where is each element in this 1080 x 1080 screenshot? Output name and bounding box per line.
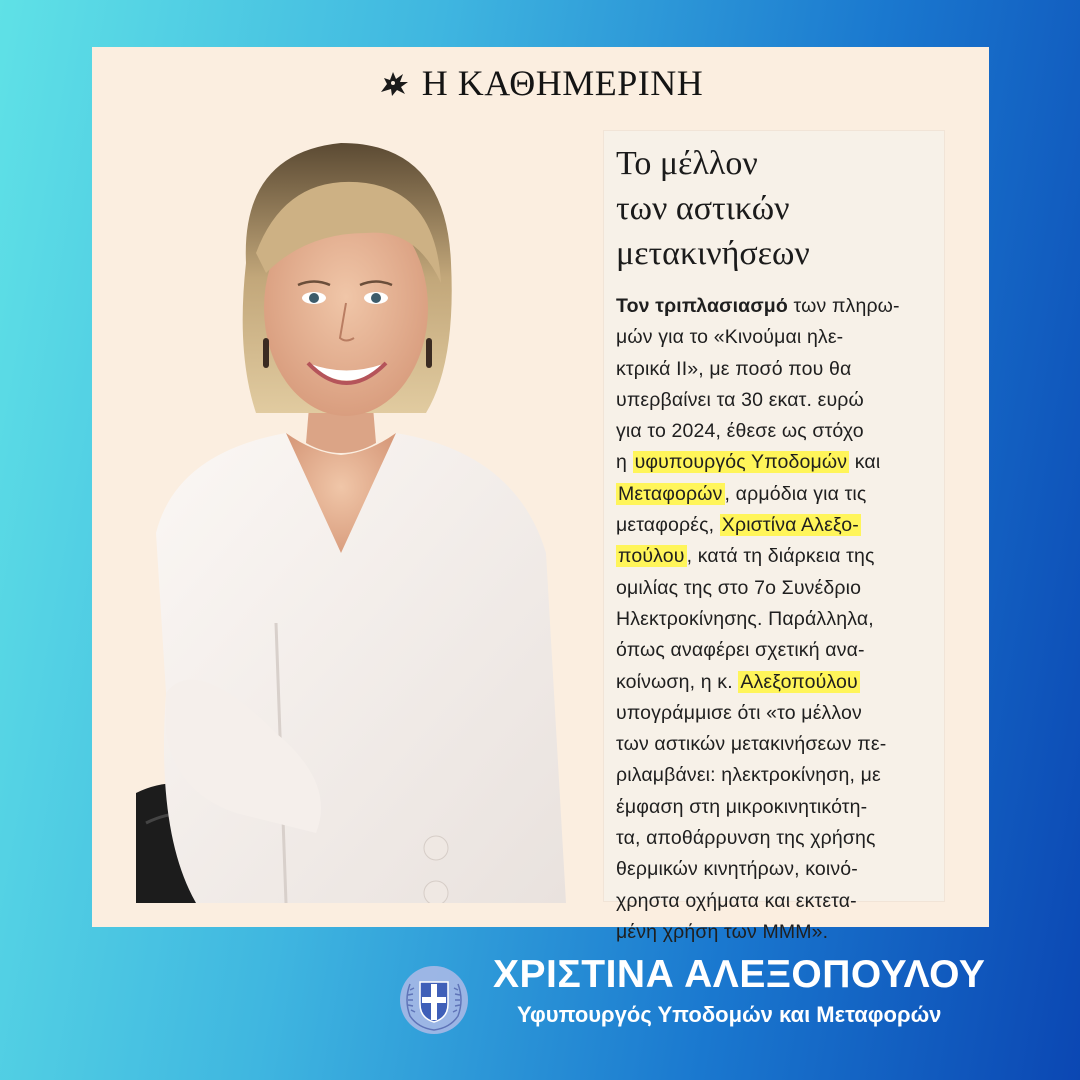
- article-headline: [616, 141, 944, 276]
- article-line: [616, 479, 946, 510]
- article-text: έμφαση στη μικροκινητικότη-: [616, 795, 868, 818]
- footer-name: ΧΡΙΣΤΙΝΑ ΑΛΕΞΟΠΟΥΛΟΥ: [493, 953, 986, 996]
- article-line: [616, 416, 946, 447]
- article-line: [616, 354, 946, 385]
- article-text: χρηστα οχήματα και εκτετα-: [616, 889, 857, 912]
- article-text: και: [849, 451, 881, 474]
- article-line: [616, 604, 946, 635]
- article-text: κοίνωση, η κ.: [616, 670, 739, 693]
- article-line: [616, 541, 946, 572]
- article-line: [616, 854, 946, 885]
- article-text: όπως αναφέρει σχετική ανα-: [616, 639, 865, 662]
- headline-line: των αστικών: [616, 190, 790, 227]
- masthead: [92, 63, 989, 103]
- article-text: των αστικών μετακινήσεων πε-: [616, 733, 887, 756]
- article-text: , κατά τη διάρκεια της: [686, 545, 875, 568]
- article-text: η: [616, 451, 633, 474]
- article-text: ριλαμβάνει: ηλεκτροκίνηση, με: [616, 764, 881, 787]
- headline-line: μετακινήσεων: [616, 235, 810, 272]
- bold-lead-text: Τον τριπλασιασμό: [616, 295, 788, 317]
- article-line: [616, 291, 946, 322]
- article-text: ομιλίας της στο 7ο Συνέδριο: [616, 576, 862, 599]
- article-line: [616, 447, 946, 478]
- article-line: [616, 635, 946, 666]
- newspaper-clipping: [92, 47, 989, 943]
- article-line: [616, 886, 946, 917]
- highlighted-text: υφυπουργός Υποδομών: [634, 451, 848, 474]
- article-text: για το 2024, έθεσε ως στόχο: [616, 420, 864, 443]
- article-line: [616, 823, 946, 854]
- article-line: [616, 573, 946, 604]
- portrait-photo: [136, 133, 571, 903]
- article-text: Ηλεκτροκίνησης. Παράλληλα,: [616, 607, 874, 630]
- article-body: [616, 291, 946, 948]
- griffin-icon: [378, 68, 412, 98]
- article-text: θερμικών κινητήρων, κοινό-: [616, 858, 858, 881]
- highlighted-text: πούλου: [618, 545, 685, 568]
- article-text: κτρικά ΙΙ», με ποσό που θα: [616, 357, 852, 380]
- article-text: μών για το «Κινούμαι ηλε-: [616, 326, 844, 349]
- article-line: [616, 917, 946, 948]
- article-text: υπογράμμισε ότι «το μέλλον: [616, 701, 862, 724]
- article-text: , αρμόδια για τις: [724, 482, 867, 505]
- article-text: υπερβαίνει τα 30 εκατ. ευρώ: [616, 388, 864, 411]
- article-text: των πληρω-: [787, 295, 900, 317]
- article-line: [616, 760, 946, 791]
- footer-role: Υφυπουργός Υποδομών και Μεταφορών: [517, 1002, 942, 1027]
- article-line: [616, 667, 946, 698]
- highlighted-text: Αλεξοπούλου: [740, 670, 858, 693]
- article-line: [616, 510, 946, 541]
- highlighted-text: Χριστίνα Αλεξο-: [721, 514, 859, 537]
- article-line: [616, 385, 946, 416]
- newspaper-title: Η ΚΑΘΗΜΕΡΙΝΗ: [421, 63, 704, 103]
- article-line: [616, 792, 946, 823]
- greek-coat-of-arms-icon: [398, 964, 470, 1036]
- article-line: [616, 698, 946, 729]
- headline-line: Το μέλλον: [616, 145, 758, 182]
- article-line: [616, 729, 946, 760]
- article-text: μένη χρήση των ΜΜΜ».: [616, 920, 829, 943]
- article-column: [604, 131, 944, 943]
- article-line: [616, 322, 946, 353]
- highlighted-text: Μεταφορών: [618, 482, 723, 505]
- article-text: τα, αποθάρρυνση της χρήσης: [616, 827, 876, 850]
- article-text: μεταφορές,: [616, 514, 720, 537]
